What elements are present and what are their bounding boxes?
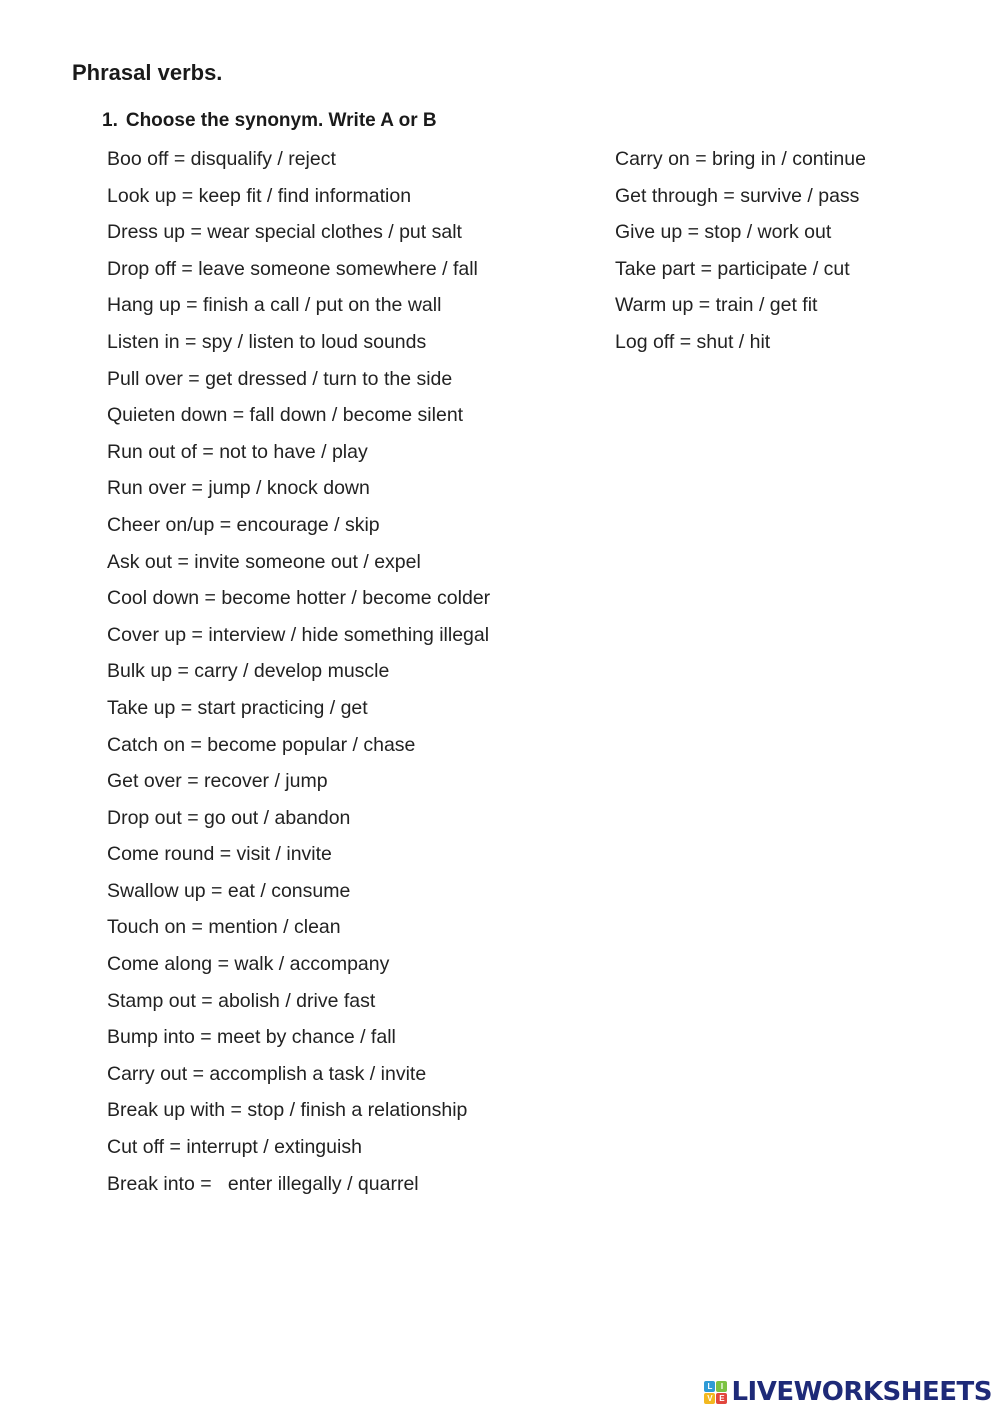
list-item: Break into = enter illegally / quarrel: [107, 1172, 419, 1195]
list-item: Look up = keep fit / find information: [107, 184, 412, 207]
list-item: Break up with = stop / finish a relationship: [107, 1099, 468, 1122]
list-item: Ask out = invite someone out / expel: [107, 550, 421, 573]
list-item: Bulk up = carry / develop muscle: [107, 660, 390, 683]
list-item: Hang up = finish a call / put on the wall: [107, 294, 442, 317]
exercise-instruction-text: Choose the synonym. Write A or B: [125, 110, 437, 131]
list-item: Come along = walk / accompany: [107, 953, 390, 976]
list-item: Drop off = leave someone somewhere / fall: [107, 257, 478, 280]
list-item: Cut off = interrupt / extinguish: [107, 1136, 362, 1159]
list-item: Take up = start practicing / get: [107, 696, 368, 719]
list-item: Cheer on/up = encourage / skip: [107, 513, 380, 536]
list-item: Log off = shut / hit: [615, 330, 771, 353]
list-item: Catch on = become popular / chase: [107, 733, 416, 756]
list-item: Get through = survive / pass: [615, 184, 860, 207]
list-item: Get over = recover / jump: [107, 770, 328, 793]
exercise-number: 1.: [102, 110, 118, 131]
logo-blocks-icon: L I V E: [704, 1381, 727, 1404]
list-item: Run over = jump / knock down: [107, 477, 370, 500]
list-item: Cover up = interview / hide something illegal: [107, 623, 490, 646]
list-item: Cool down = become hotter / become colder: [107, 587, 491, 610]
list-item: Stamp out = abolish / drive fast: [107, 989, 376, 1012]
page-title: Phrasal verbs.: [72, 60, 223, 85]
list-item: Come round = visit / invite: [107, 843, 332, 866]
list-item: Warm up = train / get fit: [615, 294, 818, 317]
list-item: Drop out = go out / abandon: [107, 806, 351, 829]
list-item: Boo off = disqualify / reject: [107, 148, 336, 170]
list-item: Carry on = bring in / continue: [615, 148, 866, 170]
logo-text: LIVEWORKSHEETS: [731, 1377, 992, 1407]
list-item: Listen in = spy / listen to loud sounds: [107, 330, 427, 353]
liveworksheets-logo[interactable]: [704, 1377, 992, 1407]
list-item: Take part = participate / cut: [615, 257, 850, 280]
list-item: Touch on = mention / clean: [107, 916, 341, 939]
list-item: Dress up = wear special clothes / put salt: [107, 221, 462, 244]
right-column-list: [615, 145, 866, 365]
exercise-instruction: [102, 110, 437, 132]
list-item: Pull over = get dressed / turn to the side: [107, 367, 453, 390]
list-item: Quieten down = fall down / become silent: [107, 404, 464, 427]
list-item: Run out of = not to have / play: [107, 440, 368, 463]
list-item: Carry out = accomplish a task / invite: [107, 1062, 427, 1085]
list-item: Give up = stop / work out: [615, 221, 832, 244]
left-column-list: [107, 145, 490, 1206]
list-item: Bump into = meet by chance / fall: [107, 1026, 396, 1049]
list-item: Swallow up = eat / consume: [107, 879, 351, 902]
